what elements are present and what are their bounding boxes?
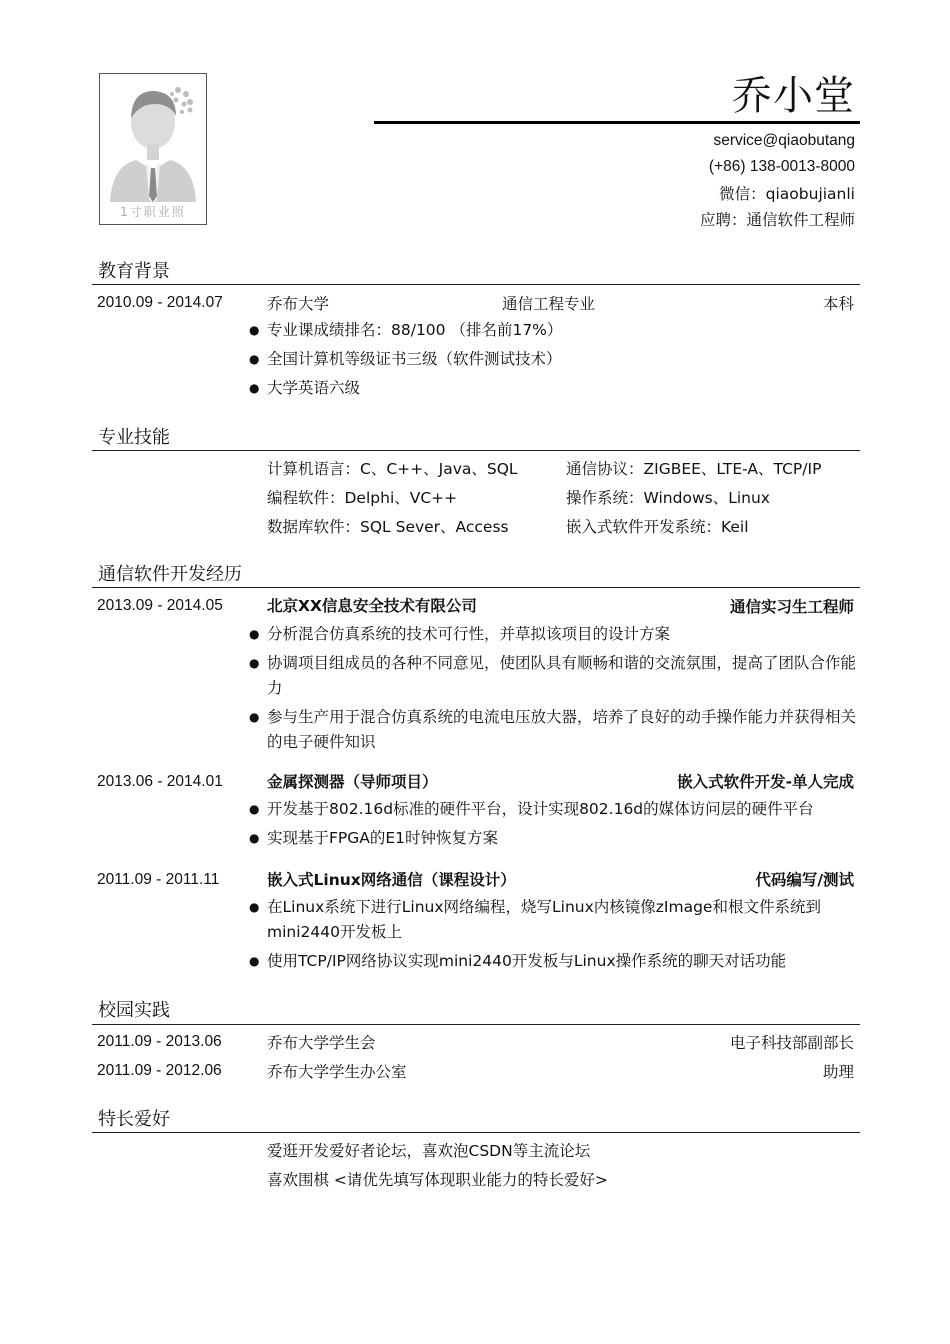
bullet-icon: ● xyxy=(249,352,260,366)
experience-period: 2011.09 - 2011.11 xyxy=(97,871,220,888)
section-title-education: 教育背景 xyxy=(98,261,170,282)
section-title-experience: 通信软件开发经历 xyxy=(98,564,242,585)
skill-item: 操作系统：Windows、Linux xyxy=(566,489,770,507)
bullet-icon: ● xyxy=(249,381,260,395)
campus-org: 乔布大学学生办公室 xyxy=(267,1063,407,1081)
name-divider xyxy=(374,121,860,124)
candidate-name: 乔小堂 xyxy=(732,73,855,119)
experience-period: 2013.06 - 2014.01 xyxy=(97,773,223,790)
bullet-icon: ● xyxy=(249,802,260,816)
education-major: 通信工程专业 xyxy=(502,295,596,313)
experience-org: 嵌入式Linux网络通信（课程设计） xyxy=(267,871,516,889)
skill-item: 嵌入式软件开发系统：Keil xyxy=(566,518,749,536)
bullet-icon: ● xyxy=(249,656,260,670)
section-divider xyxy=(92,587,860,588)
campus-period: 2011.09 - 2012.06 xyxy=(97,1062,222,1079)
section-divider xyxy=(92,284,860,285)
education-school: 乔布大学 xyxy=(267,295,330,313)
bullet-icon: ● xyxy=(249,710,260,724)
bullet-icon: ● xyxy=(249,831,260,845)
campus-org: 乔布大学学生会 xyxy=(267,1034,376,1052)
email-text: service@qiaobutang xyxy=(713,132,855,149)
skill-item: 计算机语言：C、C++、Java、SQL xyxy=(267,460,518,478)
section-title-campus: 校园实践 xyxy=(98,1000,170,1021)
experience-org: 金属探测器（导师项目） xyxy=(267,773,438,791)
education-period: 2010.09 - 2014.07 xyxy=(97,294,223,311)
experience-role: 嵌入式软件开发-单人完成 xyxy=(677,773,854,791)
avatar-silhouette-icon xyxy=(100,74,206,224)
section-divider xyxy=(92,450,860,451)
hobby-item: 喜欢围棋 <请优先填写体现职业能力的特长爱好> xyxy=(267,1171,608,1189)
section-title-hobbies: 特长爱好 xyxy=(98,1109,170,1130)
wechat-text: 微信：qiaobujianli xyxy=(719,185,855,203)
section-divider xyxy=(92,1024,860,1025)
section-divider xyxy=(92,1132,860,1133)
campus-role: 电子科技部副部长 xyxy=(729,1034,854,1052)
section-title-skills: 专业技能 xyxy=(98,427,170,448)
photo-caption: 1寸职业照 xyxy=(120,205,186,219)
bullet-icon: ● xyxy=(249,323,260,337)
campus-period: 2011.09 - 2013.06 xyxy=(97,1033,222,1050)
experience-role: 代码编写/测试 xyxy=(755,871,854,889)
bullet-icon: ● xyxy=(249,900,260,914)
hobby-item: 爱逛开发爱好者论坛，喜欢泡CSDN等主流论坛 xyxy=(267,1142,591,1160)
phone-text: (+86) 138-0013-8000 xyxy=(708,158,855,175)
bullet-icon: ● xyxy=(249,627,260,641)
skill-item: 通信协议：ZIGBEE、LTE-A、TCP/IP xyxy=(566,460,822,478)
job-target-text: 应聘：通信软件工程师 xyxy=(699,211,855,229)
education-degree: 本科 xyxy=(822,295,854,313)
bullet-icon: ● xyxy=(249,954,260,968)
experience-org: 北京XX信息安全技术有限公司 xyxy=(267,597,477,615)
skill-item: 数据库软件：SQL Sever、Access xyxy=(267,518,509,536)
experience-period: 2013.09 - 2014.05 xyxy=(97,597,223,614)
experience-role: 通信实习生工程师 xyxy=(729,598,854,616)
skill-item: 编程软件：Delphi、VC++ xyxy=(267,489,458,507)
profile-photo xyxy=(99,73,207,225)
campus-role: 助理 xyxy=(822,1063,854,1081)
